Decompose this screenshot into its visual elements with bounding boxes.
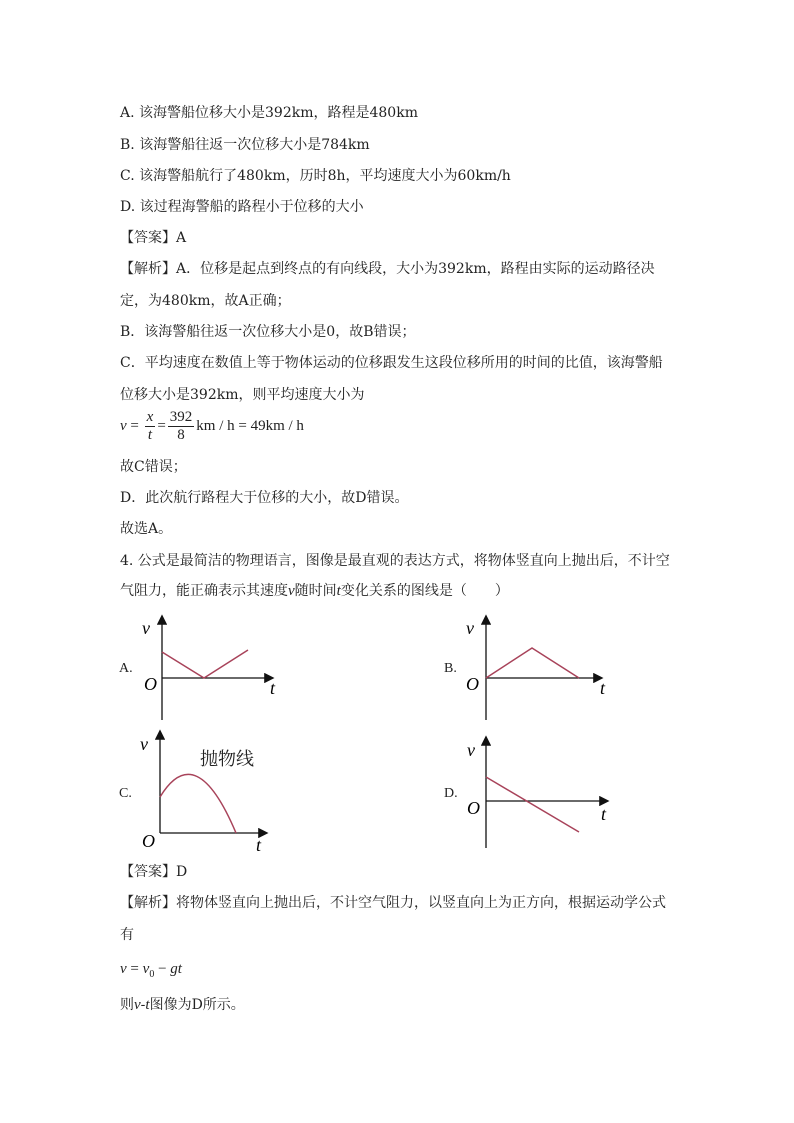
q3-analysis-line-3: B．该海警船往返一次位移大小是0，故B错误；	[120, 324, 416, 340]
conclusion-pre: 则	[120, 997, 134, 1013]
graph-a	[130, 612, 290, 722]
axis-v-label: v	[140, 734, 148, 754]
axis-v-label: v	[467, 740, 475, 760]
q3-analysis-line-2: 定，为480km，故A正确；	[120, 293, 291, 309]
q4-formula	[120, 960, 182, 984]
origin-label: O	[144, 674, 157, 694]
stem-v: v	[288, 583, 295, 599]
q3-conclusion: 故选A。	[120, 521, 173, 537]
option-c: C. 该海警船航行了480km，历时8h，平均速度大小为60km/h	[120, 168, 511, 184]
formula-eq: =	[126, 961, 143, 977]
q3-formula: v = $\frac{x}{t}$ = $\frac{392}{8}$ km / h = 49km / h	[120, 409, 304, 443]
option-d: D. 该过程海警船的路程小于位移的大小	[120, 199, 364, 215]
formula-sub: 0	[149, 969, 155, 980]
formula-rest: km / h = 49km / h	[196, 417, 304, 434]
q4-answer	[120, 863, 187, 881]
stem-text-a: 气阻力，能正确表示其速度	[120, 583, 288, 599]
answer-tag: 【答案】	[120, 864, 176, 880]
velocity-line	[486, 777, 579, 832]
q3-answer	[120, 229, 186, 247]
option-a: A. 该海警船位移大小是392km，路程是480km	[120, 105, 418, 121]
analysis-tag: 【解析】	[120, 895, 176, 911]
analysis-text: 将物体竖直向上抛出后，不计空气阻力，以竖直向上为正方向，根据运动学公式	[176, 895, 666, 911]
parabola-curve	[160, 774, 236, 833]
conclusion-t: t	[145, 997, 150, 1013]
answer-tag: 【答案】	[120, 230, 176, 246]
axis-t-label: t	[270, 678, 276, 698]
answer-value: A	[176, 230, 187, 246]
formula-eq: =	[126, 417, 143, 434]
q3-analysis-line-7: D．此次航行路程大于位移的大小，故D错误。	[120, 490, 409, 506]
q4-conclusion	[120, 996, 245, 1014]
graph-b	[455, 612, 615, 722]
option-b: B. 该海警船往返一次位移大小是784km	[120, 137, 370, 153]
formula-minus: −	[154, 961, 171, 977]
q4-analysis-line-2: 有	[120, 927, 134, 943]
q3-analysis-line-6: 故C错误；	[120, 459, 187, 475]
q4-stem-line-1: 4. 公式是最简洁的物理语言，图像是最直观的表达方式，将物体竖直向上抛出后，不计空	[120, 553, 670, 569]
fraction-num: x	[146, 409, 154, 425]
formula-v: v	[120, 961, 127, 977]
conclusion-v: v	[134, 997, 141, 1013]
origin-label: O	[142, 831, 155, 851]
graph-c-label: C.	[119, 786, 132, 801]
axis-t-label: t	[600, 678, 606, 698]
graph-d	[455, 736, 615, 851]
graph-a-label: A.	[119, 661, 133, 676]
conclusion-rest: 图像为D所示。	[149, 997, 245, 1013]
axis-t-label: t	[601, 804, 607, 824]
formula-v: v	[120, 417, 127, 434]
stem-t: t	[336, 583, 341, 599]
axis-v-label: v	[466, 618, 474, 638]
axis-t-label: t	[256, 835, 262, 855]
origin-label: O	[466, 674, 479, 694]
formula-gt: gt	[170, 961, 182, 977]
fraction-num-2: 392	[169, 409, 193, 425]
axis-v-label: v	[142, 618, 150, 638]
origin-label: O	[467, 798, 480, 818]
analysis-text: A．位移是起点到终点的有向线段，大小为392km，路程由实际的运动路径决	[176, 261, 655, 277]
q3-analysis-line-1	[120, 260, 655, 278]
graph-b-label: B.	[444, 661, 457, 676]
velocity-line	[486, 648, 579, 678]
fraction-392-8	[168, 409, 195, 444]
graph-c	[130, 730, 290, 855]
analysis-tag: 【解析】	[120, 261, 176, 277]
q3-analysis-line-4: C．平均速度在数值上等于物体运动的位移跟发生这段位移所用的时间的比值，该海警船	[120, 355, 663, 371]
q4-analysis-line-1	[120, 894, 666, 912]
velocity-line	[162, 650, 248, 678]
q4-stem-line-2	[120, 582, 509, 600]
fraction-den-2: 8	[177, 427, 185, 443]
parabola-label: 抛物线	[200, 749, 254, 770]
graph-d-label: D.	[444, 786, 458, 801]
fraction-xt	[145, 409, 156, 444]
q3-analysis-line-5: 位移大小是392km，则平均速度大小为	[120, 387, 365, 403]
answer-value: D	[176, 864, 188, 880]
conclusion-dash: -	[140, 997, 146, 1013]
formula-v0: v	[142, 961, 150, 977]
stem-text-b: 随时间	[294, 583, 337, 599]
stem-text-c: 变化关系的图线是（ ）	[340, 583, 509, 599]
fraction-den: t	[147, 427, 153, 443]
